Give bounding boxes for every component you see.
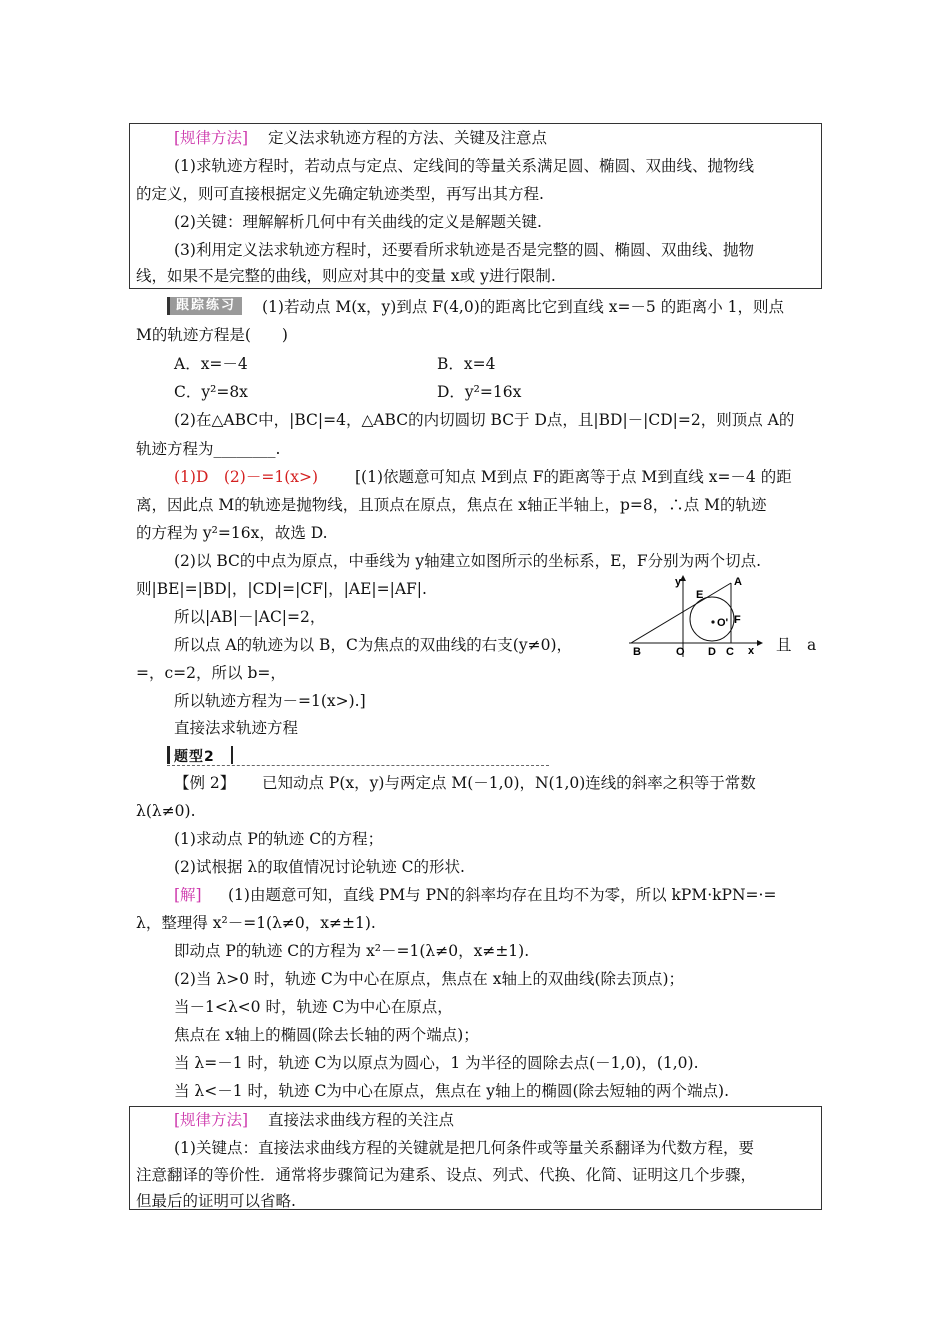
incircle-figure xyxy=(625,573,765,659)
method-box-2-heading xyxy=(174,1110,454,1130)
solution-tag: [解] xyxy=(174,886,202,904)
type2-heading: 题型2 xyxy=(174,749,215,765)
method-box-1-heading xyxy=(174,128,547,148)
section-heading: 直接法求轨迹方程 xyxy=(174,719,299,737)
option-b: B．x=4 xyxy=(437,355,496,373)
answer-line-5: 则|BE|=|BD|，|CD|=|CF|，|AE|=|AF|. xyxy=(136,580,427,598)
option-d: D．y²=16x xyxy=(437,383,522,401)
option-a: A．x=－4 xyxy=(174,355,248,373)
method-tag: [规律方法] xyxy=(174,129,249,147)
answer-line-4: (2)以 BC的中点为原点，中垂线为 y轴建立如图所示的坐标系，E，F分别为两个切点. xyxy=(174,552,762,570)
label-o-prime: O' xyxy=(717,617,729,629)
box1-line-4: (3)利用定义法求轨迹方程时，还要看所求轨迹是否是完整的圆、椭圆、双曲线、抛物 xyxy=(174,241,754,259)
solution-line-4: (2)当 λ>0 时，轨迹 C为中心在原点，焦点在 x轴上的双曲线(除去顶点)； xyxy=(174,970,685,988)
center-dot xyxy=(711,620,714,623)
example2-line-4: (2)试根据 λ的取值情况讨论轨迹 C的形状. xyxy=(174,858,465,876)
example2-line-2: λ(λ≠0). xyxy=(136,802,196,820)
solution-line-3: 即动点 P的轨迹 C的方程为 x²－=1(λ≠0，x≠±1). xyxy=(174,942,530,960)
answer-line-1: [(1)依题意可知点 M到点 F的距离等于点 M到直线 x=－4 的距 xyxy=(355,468,792,486)
answer-line-7: 所以点 A的轨迹为以 B，C为焦点的双曲线的右支(y≠0)， xyxy=(174,636,572,654)
label-f: F xyxy=(734,614,741,626)
box2-line-3: 但最后的证明可以省略. xyxy=(136,1192,296,1210)
type2-underline xyxy=(167,765,549,766)
answer-line-2: 离，因此点 M的轨迹是抛物线，且顶点在原点，焦点在 x轴正半轴上，p=8，∴点 M的轨迹 xyxy=(136,496,767,514)
method-tag-2: [规律方法] xyxy=(174,1111,249,1129)
example2-line-1: 已知动点 P(x，y)与两定点 M(－1,0)，N(1,0)连线的斜率之积等于常数 xyxy=(262,774,756,792)
label-c: C xyxy=(726,646,734,658)
practice-answer: (1)D (2)－=1(x>) xyxy=(174,468,319,486)
side-ab xyxy=(631,583,731,643)
practice-badge: 跟踪练习 xyxy=(167,297,242,315)
method-title: 定义法求轨迹方程的方法、关键及注意点 xyxy=(267,129,547,147)
answer-line-3: 的方程为 y²=16x，故选 D. xyxy=(136,524,328,542)
label-x: x xyxy=(748,645,755,657)
label-e: E xyxy=(696,589,704,601)
practice-q1-line-1: (1)若动点 M(x，y)到点 F(4,0)的距离比它到直线 x=－5 的距离小 1，则点 xyxy=(262,298,785,316)
solution-line-6: 焦点在 x轴上的椭圆(除去长轴的两个端点)； xyxy=(174,1026,479,1044)
practice-q2-line-2: 轨迹方程为________. xyxy=(136,440,281,458)
box1-line-2: 的定义，则可直接根据定义先确定轨迹类型，再写出其方程. xyxy=(136,185,544,203)
label-d: D xyxy=(708,646,716,658)
x-axis-arrow xyxy=(757,640,763,646)
label-a: A xyxy=(734,576,742,588)
solution-line-7: 当 λ=－1 时，轨迹 C为以原点为圆心，1 为半径的圆除去点(－1,0)，(1,0). xyxy=(174,1054,699,1072)
type2-bar xyxy=(167,746,170,764)
answer-line-9: 所以轨迹方程为－=1(x>).] xyxy=(174,692,366,710)
box1-line-1: (1)求轨迹方程时，若动点与定点、定线间的等量关系满足圆、椭圆、双曲线、抛物线 xyxy=(174,157,754,175)
example2-line-3: (1)求动点 P的轨迹 C的方程； xyxy=(174,830,384,848)
solution-line-5: 当－1<λ<0 时，轨迹 C为中心在原点， xyxy=(174,998,453,1016)
option-c: C．y²=8x xyxy=(174,383,248,401)
practice-q1-line-2: M的轨迹方程是( ) xyxy=(136,326,288,344)
answer-line-7-tail: 且 a xyxy=(776,636,817,654)
box2-line-2: 注意翻译的等价性．通常将步骤简记为建系、设点、列式、代换、化简、证明这几个步骤， xyxy=(136,1166,757,1184)
answer-line-6: 所以|AB|－|AC|=2， xyxy=(174,608,326,626)
type2-bar-right xyxy=(231,746,233,764)
box1-line-5: 线，如果不是完整的曲线，则应对其中的变量 x或 y进行限制. xyxy=(136,267,556,285)
solution-line-8: 当 λ<－1 时，轨迹 C为中心在原点，焦点在 y轴上的椭圆(除去短轴的两个端点). xyxy=(174,1082,730,1100)
example2-tag: 【例 2】 xyxy=(174,774,236,792)
solution-line-2: λ，整理得 x²－=1(λ≠0，x≠±1). xyxy=(136,914,376,932)
label-o: O xyxy=(676,646,685,658)
practice-q2-line-1: (2)在△ABC中，|BC|=4，△ABC的内切圆切 BC于 D点，且|BD|－|CD|=2，则顶点 A的 xyxy=(174,411,795,429)
label-b: B xyxy=(633,646,641,658)
solution-line-1: (1)由题意可知，直线 PM与 PN的斜率均存在且均不为零，所以 kPM·kPN=·= xyxy=(228,886,777,904)
box1-line-3: (2)关键：理解解析几何中有关曲线的定义是解题关键. xyxy=(174,213,542,231)
label-y: y xyxy=(675,576,682,588)
box2-line-1: (1)关键点：直接法求曲线方程的关键就是把几何条件或等量关系翻译为代数方程，要 xyxy=(174,1139,754,1157)
answer-line-8: =，c=2，所以 b=， xyxy=(136,664,286,682)
method-title-2: 直接法求曲线方程的关注点 xyxy=(267,1111,454,1129)
